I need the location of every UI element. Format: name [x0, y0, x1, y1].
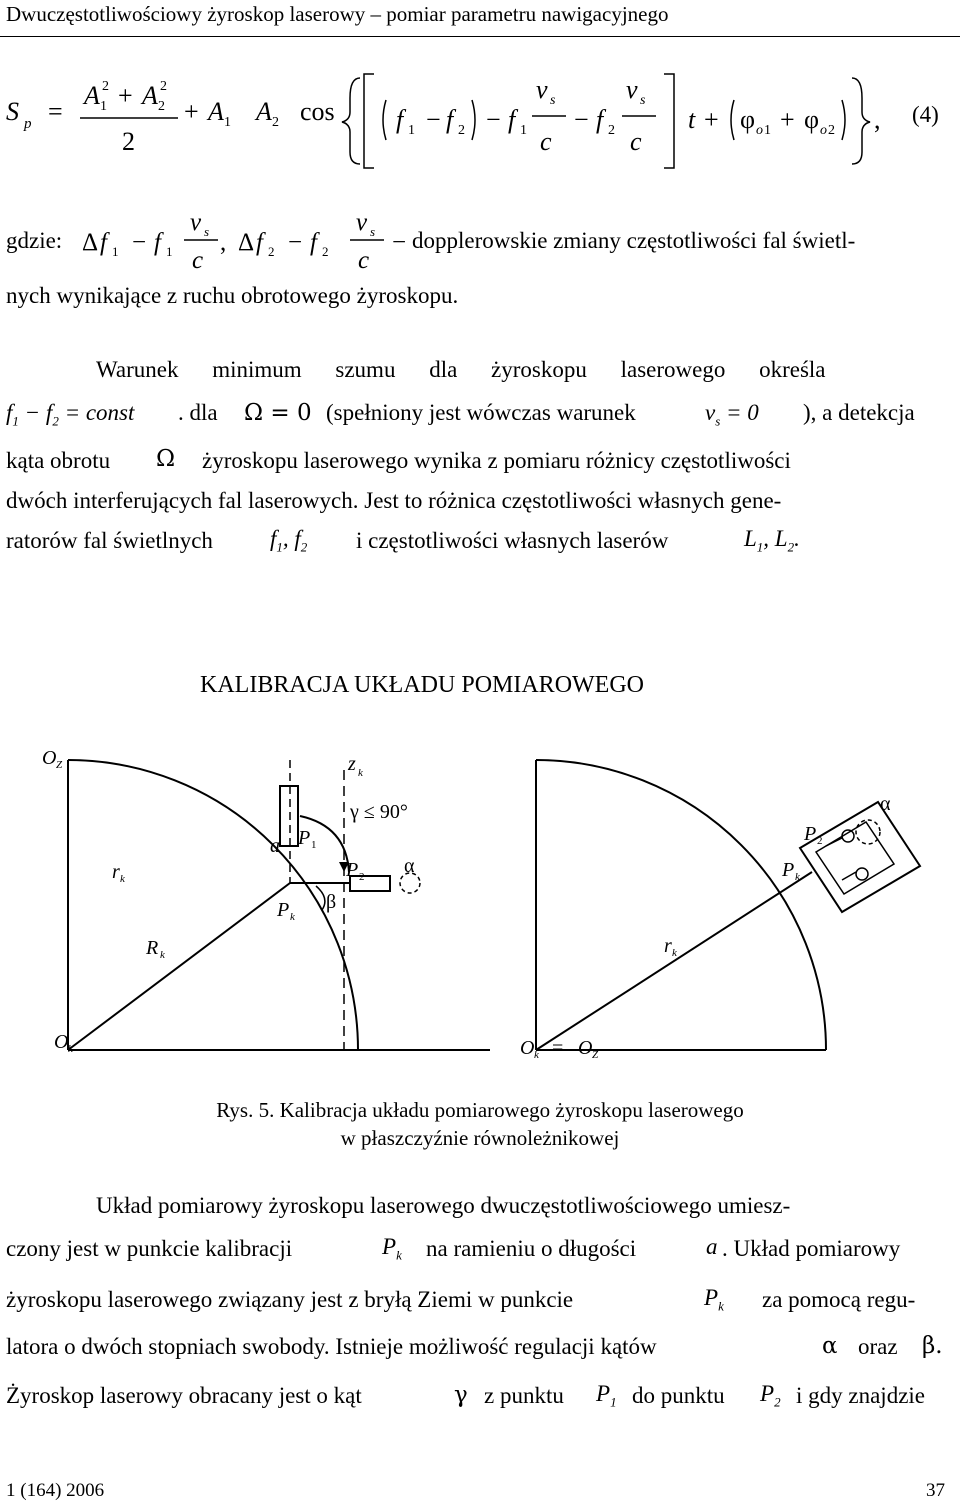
para1-line4: dwóch interferujących fal laserowych. Jest to różnica częstotliwości własnych gene-: [6, 488, 782, 513]
svg-text:k: k: [672, 947, 677, 959]
svg-text:2: 2: [272, 115, 279, 130]
svg-text:v: v: [536, 75, 548, 104]
figure-rys-5: [0, 740, 960, 1080]
svg-text:o: o: [820, 123, 827, 138]
section-title: KALIBRACJA UKŁADU POMIAROWEGO: [200, 672, 644, 698]
svg-text:2: 2: [828, 123, 835, 138]
svg-text:β: β: [326, 891, 337, 913]
svg-text:−: −: [426, 105, 441, 134]
svg-text:2: 2: [458, 123, 465, 138]
para2-a: a: [706, 1234, 718, 1259]
svg-text:s: s: [370, 224, 376, 239]
svg-text:cos: cos: [300, 97, 335, 126]
para1-line3: żyroskopu laserowego wynika z pomiaru różnicy częstotliwości: [202, 448, 791, 473]
alpha-symbol: α: [822, 1333, 838, 1359]
para2-z-punktu: z punktu: [484, 1383, 564, 1408]
svg-text:φ: φ: [804, 105, 820, 134]
svg-text:f: f: [396, 105, 404, 134]
svg-text:A: A: [208, 97, 224, 126]
svg-text:2: 2: [322, 244, 329, 259]
svg-text:2: 2: [268, 244, 275, 259]
para2-line5: Żyroskop laserowy obracany jest o kąt: [6, 1383, 362, 1408]
svg-text:v: v: [626, 75, 638, 104]
svg-text:2: 2: [160, 79, 167, 94]
figure-caption-line2: w płaszczyźnie równoleżnikowej: [340, 1126, 620, 1150]
svg-text:−: −: [288, 229, 303, 256]
svg-text:1: 1: [764, 123, 771, 138]
para2-pk: $P_k$: [382, 1234, 402, 1263]
svg-text:+: +: [704, 105, 719, 134]
svg-text:O: O: [42, 747, 57, 769]
svg-text:r: r: [112, 861, 120, 883]
svg-text:2: 2: [158, 99, 165, 114]
svg-text:+: +: [184, 97, 199, 126]
svg-text:k: k: [534, 1049, 539, 1061]
para2-line1: Układ pomiarowy żyroskopu laserowego dwuczęstotliwościowego umiesz-: [96, 1193, 791, 1218]
svg-text:f: f: [154, 229, 161, 256]
svg-text:t: t: [688, 105, 696, 134]
svg-text:+: +: [118, 81, 133, 110]
svg-text:−: −: [574, 105, 589, 134]
svg-text:v: v: [190, 209, 202, 236]
svg-text:k: k: [160, 949, 165, 961]
svg-text:=: =: [48, 97, 63, 126]
para1-dla: . dla: [178, 400, 218, 425]
gdzie-continuation: nych wynikające z ruchu obrotowego żyroskopu.: [6, 283, 459, 308]
figure-caption-line1: Rys. 5. Kalibracja układu pomiarowego żyroskopu laserowego: [216, 1098, 744, 1122]
svg-text:v: v: [356, 209, 368, 236]
svg-text:f: f: [446, 105, 454, 134]
omega-symbol: Ω: [156, 446, 176, 472]
svg-text:,: ,: [220, 229, 227, 256]
svg-text:c: c: [630, 127, 642, 156]
svg-text:A: A: [84, 81, 100, 110]
svg-text:P: P: [298, 827, 311, 849]
para1-formula-f1-f2: $f_1 - f_2$ = const: [6, 400, 135, 429]
svg-text:P: P: [277, 899, 290, 921]
svg-text:,: ,: [874, 105, 881, 134]
svg-text:P: P: [782, 859, 795, 881]
gdzie-text: dopplerowskie zmiany częstotliwości fal świetl-: [412, 228, 856, 253]
svg-text:+: +: [780, 105, 795, 134]
para2-ramieniu: na ramieniu o długości: [426, 1236, 637, 1261]
svg-text:f: f: [100, 229, 107, 256]
para1-condition: (spełniony jest wówczas warunek: [326, 400, 636, 425]
svg-text:Δ: Δ: [82, 229, 99, 256]
svg-text:1: 1: [408, 123, 415, 138]
svg-text:1: 1: [100, 99, 107, 114]
svg-text:O: O: [578, 1037, 593, 1059]
gamma-symbol: γ: [454, 1382, 468, 1408]
beta-symbol: β.: [922, 1333, 943, 1359]
svg-text:a: a: [270, 835, 280, 857]
para1-f1-f2: $f_1$, $f_2$: [270, 526, 308, 555]
svg-text:f: f: [508, 105, 516, 134]
para1-l1-l2: $L_1$, $L_2$.: [744, 526, 800, 555]
svg-text:k: k: [795, 871, 800, 883]
svg-text:O: O: [54, 1031, 69, 1053]
svg-text:−: −: [486, 105, 501, 134]
para2-za-pomoca: za pomocą regu-: [762, 1287, 916, 1312]
svg-text:f: f: [596, 105, 604, 134]
svg-text:k: k: [358, 767, 363, 779]
svg-text:s: s: [640, 93, 646, 108]
svg-text:o: o: [756, 123, 763, 138]
svg-text:1: 1: [224, 115, 231, 130]
svg-text:S: S: [6, 97, 19, 126]
svg-text:P: P: [346, 859, 359, 881]
svg-text:1: 1: [112, 244, 119, 259]
svg-text:p: p: [24, 116, 32, 132]
para2-p1: $P_1$: [596, 1381, 617, 1410]
para2-line4: latora o dwóch stopniach swobody. Istnieje możliwość regulacji kątów: [6, 1334, 657, 1359]
svg-text:α: α: [404, 855, 415, 877]
svg-text:2: 2: [122, 127, 135, 156]
svg-text:2: 2: [608, 123, 615, 138]
svg-text:2: 2: [817, 835, 823, 847]
svg-text:−: −: [392, 229, 407, 256]
svg-text:k: k: [68, 1043, 73, 1055]
equation-graphic: [0, 60, 960, 230]
svg-text:1: 1: [311, 839, 317, 851]
svg-text:1: 1: [520, 123, 527, 138]
svg-text:c: c: [358, 247, 370, 274]
para1-kata-obrotu: kąta obrotu: [6, 448, 111, 473]
svg-text:k: k: [120, 873, 125, 885]
svg-text:r: r: [664, 935, 672, 957]
svg-text:c: c: [192, 247, 204, 274]
svg-text:=: =: [552, 1037, 564, 1059]
svg-text:P: P: [804, 823, 817, 845]
svg-text:Δ: Δ: [238, 229, 255, 256]
para2-do-punktu: do punktu: [632, 1383, 725, 1408]
running-header: Dwuczęstotliwościowy żyroskop laserowy – pomiar parametru nawigacyjnego: [6, 2, 669, 26]
para1-detekcja: ), a detekcja: [803, 400, 915, 425]
svg-text:α: α: [880, 793, 891, 815]
para1-ratorow: ratorów fal świetlnych: [6, 528, 213, 553]
equation-number: (4): [912, 102, 939, 127]
para2-pk-2: $P_k$: [704, 1285, 724, 1314]
para2-p2: $P_2$: [760, 1381, 781, 1410]
para1-line1: Warunek minimum szumu dla żyroskopu laserowego określa: [96, 357, 826, 382]
svg-text:Z: Z: [592, 1049, 599, 1061]
footer-issue: 1 (164) 2006: [6, 1480, 105, 1501]
svg-text:s: s: [550, 93, 556, 108]
gdzie-label: gdzie:: [6, 228, 63, 253]
svg-text:z: z: [348, 753, 356, 775]
para1-laserow: i częstotliwości własnych laserów: [356, 528, 669, 553]
svg-text:Z: Z: [56, 759, 63, 771]
para1-vs-zero: $v_s = 0$: [705, 400, 759, 429]
svg-text:f: f: [256, 229, 263, 256]
para2-czony: czony jest w punkcie kalibracji: [6, 1236, 293, 1261]
svg-text:1: 1: [166, 244, 173, 259]
para2-line3: żyroskopu laserowego związany jest z bryłą Ziemi w punkcie: [6, 1287, 574, 1312]
svg-text:c: c: [540, 127, 552, 156]
para2-uklad: . Układ pomiarowy: [722, 1236, 901, 1261]
para1-omega-zero: Ω = 0: [244, 400, 312, 426]
svg-text:−: −: [132, 229, 147, 256]
page-number: 37: [926, 1480, 945, 1501]
svg-text:2: 2: [102, 79, 109, 94]
gamma-label: γ ≤ 90°: [350, 801, 408, 823]
para2-oraz: oraz: [858, 1334, 898, 1359]
svg-text:f: f: [310, 229, 317, 256]
svg-text:A: A: [142, 81, 158, 110]
svg-text:A: A: [256, 97, 272, 126]
figure-right-panel: [536, 760, 920, 1050]
svg-text:φ: φ: [740, 105, 756, 134]
svg-text:s: s: [204, 224, 210, 239]
svg-text:2: 2: [359, 871, 365, 883]
svg-text:R: R: [146, 937, 159, 959]
header-rule: [0, 36, 960, 37]
svg-text:O: O: [520, 1037, 535, 1059]
para2-gdy: i gdy znajdzie: [796, 1383, 926, 1408]
svg-text:k: k: [290, 911, 295, 923]
